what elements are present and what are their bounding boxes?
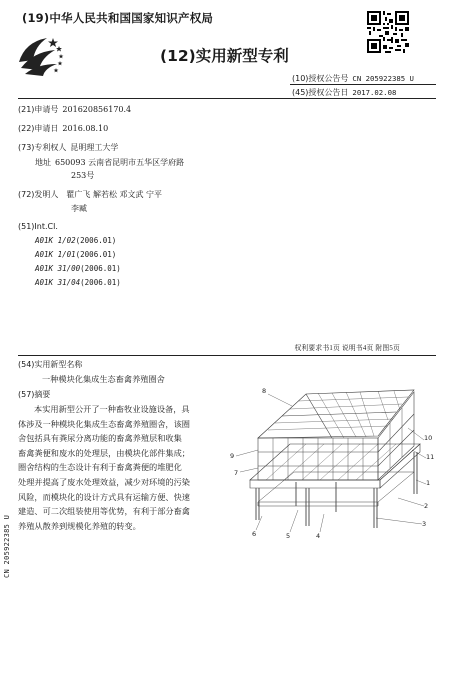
ipc-item	[35, 264, 121, 273]
ipc-date: (2006.01)	[75, 236, 117, 245]
drawing-label: 5	[286, 532, 291, 538]
abstract-line: 建造、可二次组装使用等优势，有利于部分畜禽	[18, 507, 190, 517]
patentee: 昆明理工大学	[70, 143, 119, 152]
pub-number: CN 205922385 U	[352, 74, 414, 83]
abstract-drawing	[228, 380, 440, 538]
ipc-code: A01K 1/01	[35, 250, 76, 259]
drawing-label: 11	[426, 453, 435, 461]
abstract-text	[18, 403, 218, 534]
inventors-line-1: 瞿广飞 解若松 邓文武 宁平	[66, 190, 163, 199]
header-divider	[18, 98, 436, 99]
ipc-item	[35, 236, 116, 245]
cnipa-emblem-icon	[15, 32, 65, 82]
address-line-1: 650093 云南省昆明市五华区学府路	[55, 158, 185, 167]
abstract-line: 本实用新型公开了一种畜牧业设施设备，具	[34, 405, 190, 414]
abstract-line: 处理并提高了废水处理效益，减少对环境的污染	[18, 477, 190, 487]
section-divider	[18, 355, 436, 356]
drawing-label: 6	[252, 530, 257, 538]
filing-date: 2016.08.10	[62, 124, 109, 133]
address-label: 地址	[35, 158, 51, 167]
drawing-label: 4	[316, 532, 321, 538]
abstract-line: 圈舍结构的生态设计有利于畜禽粪便的堆肥化	[18, 463, 182, 473]
drawing-label: 7	[234, 469, 239, 477]
ipc-item	[35, 250, 116, 259]
drawing-label: 2	[424, 502, 429, 510]
inventors-label: (72)发明人	[18, 190, 59, 199]
issuing-office: (19)中华人民共和国国家知识产权局	[22, 11, 214, 25]
application-number: 201620856170.4	[62, 105, 132, 114]
address-line-2: 253号	[71, 171, 95, 180]
inventors-line-2: 李臧	[71, 204, 87, 213]
abstract-line: 舍包括具有粪尿分离功能的畜禽养殖层和收集	[18, 434, 182, 444]
application-number-row	[18, 104, 131, 115]
ipc-code: A01K 1/02	[35, 236, 76, 245]
ipc-code: A01K 31/00	[35, 264, 81, 273]
address-row	[35, 157, 184, 168]
abstract-line: 风险，而模块化的设计方式具有运输方便、快速	[18, 492, 190, 502]
ipc-item	[35, 278, 121, 287]
patentee-label: (73)专利权人	[18, 143, 67, 152]
patentee-row	[18, 142, 118, 153]
qr-code-icon	[367, 11, 409, 53]
abstract-line: 畜禽粪便和废水的处理层，由模块化部件集成；	[18, 448, 190, 458]
utility-model-title: 一种模块化集成生态畜禽养殖圈舍	[42, 375, 165, 384]
drawing-label: 1	[426, 479, 431, 487]
ipc-date: (2006.01)	[80, 264, 121, 273]
ipc-date: (2006.01)	[80, 278, 121, 287]
application-number-label: (21)申请号	[18, 105, 59, 114]
pub-date: 2017.02.08	[352, 88, 397, 97]
inventors-row	[18, 189, 162, 200]
filing-date-row	[18, 123, 108, 134]
drawing-label: 3	[422, 520, 427, 528]
document-type: (12)实用新型专利	[160, 47, 289, 65]
drawing-label: 10	[424, 434, 433, 442]
ipc-label: (51)Int.Cl.	[18, 222, 58, 231]
title-label: (54)实用新型名称	[18, 360, 83, 369]
ipc-code: A01K 31/04	[35, 278, 81, 287]
divider	[290, 84, 436, 85]
filing-date-label: (22)申请日	[18, 124, 59, 133]
drawing-label: 8	[262, 387, 267, 395]
drawing-label: 9	[230, 452, 235, 460]
abstract-label: (57)摘要	[18, 390, 51, 399]
pub-date-label: (45)授权公告日	[292, 88, 349, 97]
page-counts: 权利要求书1页 说明书4页 附图5页	[294, 345, 400, 352]
pub-number-label: (10)授权公告号	[292, 74, 349, 83]
abstract-line: 养殖从散养到规模化养殖的转变。	[18, 521, 141, 531]
side-publication-number: CN 205922385 U	[3, 514, 11, 578]
ipc-date: (2006.01)	[75, 250, 117, 259]
abstract-line: 体涉及一种模块化集成生态畜禽养殖圈舍，该圈	[18, 419, 190, 429]
